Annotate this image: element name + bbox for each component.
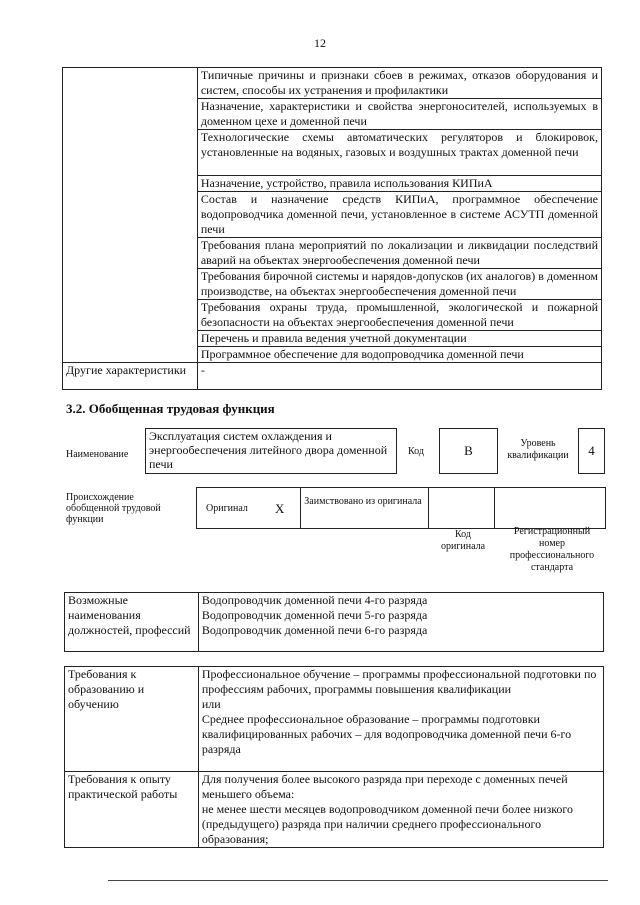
knowledge-item: Требования бирочной системы и нарядов-допусков (их аналогов) в доменном производстве, на объектах энергообеспечения доменной печи [197, 269, 601, 300]
education-line: Профессиональное обучение – программы профессиональной подготовки по профессиям рабочих, программы повышения квалификации [201, 667, 597, 696]
positions-list [198, 593, 603, 652]
bottom-rule [108, 880, 608, 881]
origin-table [196, 487, 606, 529]
reg-caption: Регистрационный номер профессионального стандарта [509, 526, 595, 573]
section-title: 3.2. Обобщенная трудовая функция [66, 401, 275, 416]
code-value-box: B [439, 428, 498, 474]
position-item: Водопроводчик доменной печи 4-го разряда [201, 593, 428, 607]
table-row [65, 772, 604, 848]
knowledge-item: Технологические схемы автоматических регуляторов и блокировок, установленные на водяных, газовых и воздушных трактах доменной печи [197, 130, 601, 176]
borrowed-label: Заимствовано из оригинала [304, 496, 422, 507]
experience-line: не менее шести месяцев водопроводчиком доменной печи более низкого (предыдущего) разряда при наличии среднего профессионального образования; [201, 802, 574, 846]
table-row [65, 593, 604, 652]
requirements-table [64, 666, 604, 848]
knowledge-label-cell [63, 68, 198, 363]
position-item: Водопроводчик доменной печи 5-го разряда [201, 608, 428, 622]
experience-cell [198, 772, 603, 848]
position-item: Водопроводчик доменной печи 6-го разряда [201, 623, 428, 637]
knowledge-table [62, 67, 602, 390]
knowledge-item: Программное обеспечение для водопроводчика доменной печи [197, 347, 601, 363]
knowledge-item: Состав и назначение средств КИПиА, программное обеспечение водопроводчика доменной печи, установленное в системе АСУТП доменной печи [197, 192, 601, 238]
origin-label: Происхождение обобщенной трудовой функции [66, 492, 161, 525]
name-label: Наименование [66, 449, 129, 460]
education-label: Требования к образованию и обучению [65, 667, 199, 772]
function-name-box: Эксплуатация систем охлаждения и энергообеспечения литейного двора доменной печи [145, 428, 397, 474]
divider [300, 488, 301, 528]
other-characteristics-value: - [197, 363, 601, 390]
knowledge-item: Требования охраны труда, промышленной, экологической и пожарной безопасности на объектах энергообеспечения доменной печи [197, 300, 601, 331]
level-label: Уровень квалификации [507, 438, 569, 461]
divider [494, 488, 495, 528]
positions-label: Возможные наименования должностей, профессий [65, 593, 199, 652]
divider [428, 488, 429, 528]
code-caption: Код оригинала [440, 529, 486, 552]
positions-table [64, 592, 604, 652]
education-cell [198, 667, 603, 772]
experience-line: Для получения более высокого разряда при переходе с доменных печей меньшего объема: [201, 772, 568, 801]
table-row [63, 363, 602, 390]
table-row [65, 667, 604, 772]
original-label: Оригинал [206, 503, 248, 514]
original-mark: X [275, 501, 285, 516]
experience-label: Требования к опыту практической работы [65, 772, 199, 848]
table-row [63, 68, 602, 99]
page-number: 12 [314, 36, 326, 50]
knowledge-item: Назначение, характеристики и свойства энергоносителей, используемых в доменном цехе и доменной печи [197, 99, 601, 130]
knowledge-item: Перечень и правила ведения учетной документации [197, 331, 601, 347]
code-label: Код [408, 446, 424, 457]
education-line: Среднее профессиональное образование – программы подготовки квалифицированных рабочих – для водопроводчика доменной печи 6-го разряда [201, 712, 572, 756]
knowledge-item: Типичные причины и признаки сбоев в режимах, отказов оборудования и систем, способы их устранения и профилактики [197, 68, 601, 99]
other-characteristics-label: Другие характеристики [63, 363, 198, 390]
education-line: или [201, 697, 221, 711]
level-value-box: 4 [578, 428, 605, 474]
knowledge-item: Требования плана мероприятий по локализации и ликвидации последствий аварий на объектах энергообеспечения доменной печи [197, 238, 601, 269]
knowledge-item: Назначение, устройство, правила использования КИПиА [197, 176, 601, 192]
